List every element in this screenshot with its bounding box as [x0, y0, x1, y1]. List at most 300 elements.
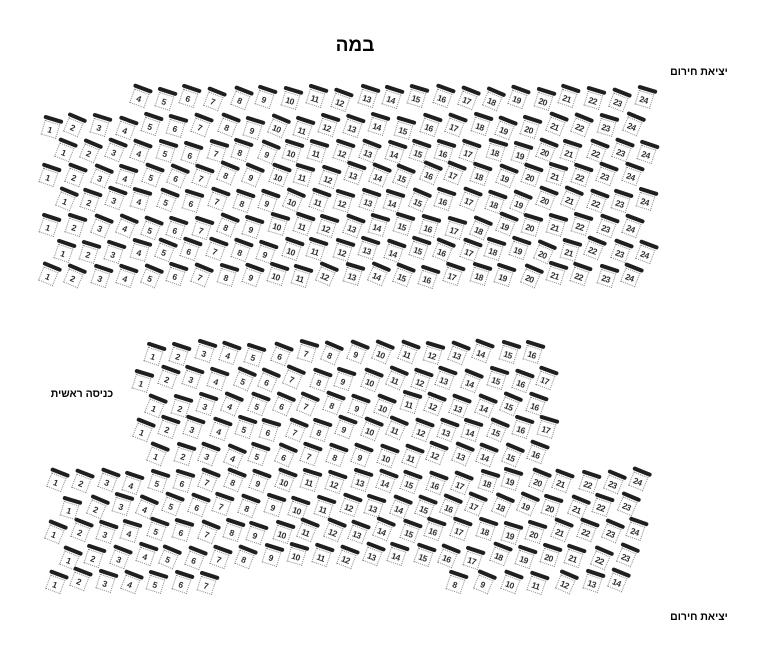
seat[interactable]: [202, 87, 226, 113]
seat[interactable]: [539, 494, 563, 520]
seat[interactable]: [474, 442, 498, 468]
seat[interactable]: [370, 339, 395, 365]
seat[interactable]: [398, 390, 422, 415]
seat[interactable]: [581, 569, 605, 595]
seat[interactable]: [380, 85, 404, 111]
seat[interactable]: [291, 115, 315, 141]
seat[interactable]: [115, 164, 139, 190]
seat[interactable]: [96, 468, 120, 494]
seat[interactable]: [308, 418, 332, 444]
seat[interactable]: [322, 517, 347, 543]
seat[interactable]: [273, 442, 298, 468]
seat[interactable]: [195, 570, 219, 595]
seat[interactable]: [575, 518, 599, 544]
seat[interactable]: [319, 340, 344, 366]
seat[interactable]: [392, 116, 415, 141]
seat[interactable]: [500, 467, 524, 492]
seat[interactable]: [558, 238, 581, 263]
seat[interactable]: [332, 367, 356, 393]
seat[interactable]: [388, 495, 413, 521]
seat[interactable]: [620, 161, 644, 187]
seat[interactable]: [108, 545, 132, 571]
seat[interactable]: [219, 391, 244, 417]
seat[interactable]: [443, 112, 467, 138]
seat[interactable]: [569, 162, 593, 188]
seat[interactable]: [88, 213, 113, 239]
seat[interactable]: [298, 468, 321, 493]
seat[interactable]: [418, 113, 442, 139]
seat[interactable]: [154, 187, 178, 213]
seat[interactable]: [550, 469, 574, 495]
seat[interactable]: [193, 339, 217, 365]
seat[interactable]: [342, 161, 366, 187]
seat[interactable]: [421, 341, 444, 366]
seat[interactable]: [229, 238, 253, 264]
seat[interactable]: [349, 468, 373, 494]
seat[interactable]: [449, 441, 474, 467]
seat[interactable]: [407, 236, 431, 262]
seat[interactable]: [590, 492, 614, 518]
seat[interactable]: [607, 87, 631, 113]
seat[interactable]: [556, 84, 580, 110]
seat[interactable]: [70, 468, 94, 494]
seat[interactable]: [271, 392, 296, 418]
seat[interactable]: [316, 214, 340, 240]
seat[interactable]: [432, 187, 456, 213]
seat[interactable]: [77, 239, 100, 264]
seat[interactable]: [157, 544, 182, 570]
seat[interactable]: [266, 261, 290, 287]
seat[interactable]: [62, 112, 87, 138]
seat[interactable]: [489, 493, 514, 519]
seat[interactable]: [279, 86, 302, 111]
seat[interactable]: [357, 187, 381, 213]
seat[interactable]: [620, 111, 645, 137]
seat[interactable]: [178, 84, 202, 110]
seat[interactable]: [281, 187, 306, 213]
seat[interactable]: [292, 162, 315, 187]
seat[interactable]: [619, 262, 643, 288]
seat[interactable]: [295, 518, 320, 544]
seat[interactable]: [94, 519, 118, 545]
seat[interactable]: [36, 261, 61, 287]
seat[interactable]: [358, 368, 382, 394]
seat[interactable]: [374, 469, 398, 495]
seat[interactable]: [38, 213, 62, 239]
seat[interactable]: [484, 138, 507, 163]
seat[interactable]: [584, 188, 608, 214]
seat[interactable]: [229, 138, 253, 164]
seat[interactable]: [329, 87, 353, 113]
seat[interactable]: [222, 443, 247, 469]
seat[interactable]: [291, 212, 315, 238]
seat[interactable]: [549, 518, 573, 544]
seat[interactable]: [374, 443, 398, 469]
seat[interactable]: [585, 139, 609, 165]
seat[interactable]: [145, 441, 170, 467]
seat[interactable]: [215, 160, 240, 186]
seat[interactable]: [371, 517, 396, 543]
seat[interactable]: [131, 369, 154, 394]
seat[interactable]: [361, 542, 385, 568]
seat[interactable]: [444, 570, 468, 596]
seat[interactable]: [144, 570, 167, 595]
seat[interactable]: [633, 84, 656, 109]
seat[interactable]: [635, 187, 659, 212]
seat[interactable]: [424, 440, 448, 466]
seat[interactable]: [366, 112, 389, 137]
seat[interactable]: [102, 240, 126, 266]
seat[interactable]: [367, 162, 392, 188]
seat[interactable]: [178, 237, 202, 263]
seat[interactable]: [410, 417, 434, 443]
seat[interactable]: [345, 339, 370, 365]
seat[interactable]: [312, 494, 336, 520]
seat[interactable]: [253, 85, 277, 111]
seat[interactable]: [559, 185, 584, 211]
seat[interactable]: [128, 84, 152, 110]
seat[interactable]: [280, 236, 304, 262]
seat[interactable]: [497, 391, 522, 417]
seat[interactable]: [435, 417, 459, 443]
seat[interactable]: [229, 85, 253, 111]
seat[interactable]: [582, 85, 605, 110]
seat[interactable]: [499, 570, 523, 596]
seat[interactable]: [456, 85, 480, 111]
seat[interactable]: [497, 339, 521, 364]
seat[interactable]: [84, 494, 109, 520]
seat[interactable]: [481, 86, 506, 112]
seat[interactable]: [472, 393, 497, 419]
seat[interactable]: [565, 494, 590, 520]
seat[interactable]: [443, 216, 466, 241]
seat[interactable]: [432, 139, 455, 164]
seat[interactable]: [152, 238, 177, 264]
seat[interactable]: [437, 493, 462, 519]
seat[interactable]: [362, 494, 386, 520]
seat[interactable]: [335, 545, 359, 571]
seat[interactable]: [463, 492, 488, 518]
seat[interactable]: [154, 139, 177, 164]
seat[interactable]: [269, 341, 293, 367]
seat[interactable]: [266, 212, 289, 237]
seat[interactable]: [196, 442, 220, 468]
seat[interactable]: [436, 543, 461, 569]
seat[interactable]: [577, 469, 601, 495]
seat[interactable]: [383, 140, 407, 166]
seat[interactable]: [610, 188, 634, 214]
seat[interactable]: [534, 366, 558, 392]
seat[interactable]: [243, 343, 267, 368]
seat[interactable]: [94, 569, 118, 595]
seat[interactable]: [485, 366, 509, 392]
seat[interactable]: [349, 442, 373, 468]
seat[interactable]: [610, 137, 634, 163]
seat[interactable]: [544, 162, 568, 187]
seat[interactable]: [392, 212, 416, 237]
seat[interactable]: [256, 189, 280, 215]
seat[interactable]: [298, 442, 322, 468]
seat[interactable]: [569, 212, 593, 237]
seat[interactable]: [188, 262, 213, 288]
seat[interactable]: [422, 517, 446, 543]
seat[interactable]: [172, 442, 196, 468]
seat[interactable]: [164, 163, 189, 189]
seat[interactable]: [594, 162, 618, 188]
seat[interactable]: [44, 570, 68, 596]
seat[interactable]: [164, 113, 187, 138]
seat[interactable]: [285, 542, 308, 567]
seat[interactable]: [524, 392, 548, 418]
seat[interactable]: [341, 261, 364, 286]
seat[interactable]: [295, 392, 320, 418]
seat[interactable]: [222, 468, 246, 494]
seat[interactable]: [63, 213, 87, 239]
seat[interactable]: [609, 238, 633, 264]
seat[interactable]: [562, 544, 586, 570]
seat[interactable]: [457, 139, 481, 165]
seat[interactable]: [595, 264, 619, 289]
seat[interactable]: [459, 418, 483, 444]
seat[interactable]: [331, 139, 355, 165]
seat[interactable]: [458, 237, 482, 263]
seat[interactable]: [233, 415, 257, 441]
seat[interactable]: [526, 467, 551, 493]
seat[interactable]: [468, 262, 491, 287]
seat[interactable]: [159, 492, 183, 518]
seat[interactable]: [140, 162, 164, 188]
seat[interactable]: [304, 84, 328, 110]
seat[interactable]: [534, 138, 558, 164]
seat[interactable]: [114, 264, 138, 290]
seat[interactable]: [316, 112, 340, 138]
seat[interactable]: [129, 238, 152, 263]
seat[interactable]: [518, 263, 543, 289]
seat[interactable]: [59, 495, 82, 520]
seat[interactable]: [266, 162, 290, 188]
seat[interactable]: [538, 543, 562, 569]
seat[interactable]: [217, 341, 241, 367]
seat[interactable]: [600, 518, 625, 544]
seat[interactable]: [256, 139, 281, 165]
seat[interactable]: [206, 186, 230, 212]
seat[interactable]: [472, 569, 497, 595]
seat[interactable]: [246, 441, 270, 467]
seat[interactable]: [525, 440, 549, 466]
seat[interactable]: [205, 366, 229, 392]
seat[interactable]: [568, 262, 592, 288]
seat[interactable]: [208, 417, 232, 443]
seat[interactable]: [119, 570, 143, 596]
seat[interactable]: [510, 368, 534, 394]
seat[interactable]: [37, 163, 61, 189]
seat[interactable]: [214, 212, 239, 238]
seat[interactable]: [418, 160, 443, 186]
seat[interactable]: [507, 189, 532, 215]
seat[interactable]: [499, 442, 524, 468]
seat[interactable]: [78, 138, 103, 164]
seat[interactable]: [346, 393, 370, 419]
seat[interactable]: [266, 113, 291, 139]
seat[interactable]: [62, 263, 87, 289]
seat[interactable]: [614, 543, 639, 569]
seat[interactable]: [68, 517, 92, 543]
seat[interactable]: [635, 139, 659, 165]
seat[interactable]: [545, 212, 568, 237]
seat[interactable]: [232, 366, 257, 392]
seat[interactable]: [488, 542, 512, 568]
seat[interactable]: [515, 492, 540, 518]
seat[interactable]: [210, 492, 234, 518]
seat[interactable]: [398, 469, 422, 495]
seat[interactable]: [53, 186, 78, 212]
seat[interactable]: [430, 237, 455, 263]
seat[interactable]: [240, 215, 264, 241]
seat[interactable]: [407, 187, 432, 213]
seat[interactable]: [524, 520, 548, 546]
seat[interactable]: [331, 188, 354, 213]
seat[interactable]: [43, 520, 68, 546]
seat[interactable]: [433, 366, 457, 392]
seat[interactable]: [533, 186, 557, 212]
seat[interactable]: [120, 471, 144, 497]
seat[interactable]: [221, 518, 245, 544]
seat[interactable]: [462, 545, 486, 571]
seat[interactable]: [507, 236, 531, 262]
seat[interactable]: [356, 236, 380, 262]
seat[interactable]: [155, 365, 179, 391]
seat[interactable]: [536, 415, 559, 440]
seat[interactable]: [52, 238, 76, 264]
seat[interactable]: [513, 545, 537, 571]
seat[interactable]: [331, 238, 355, 263]
seat[interactable]: [441, 262, 465, 288]
seat[interactable]: [314, 261, 339, 287]
seat[interactable]: [63, 163, 87, 189]
seat[interactable]: [357, 139, 381, 165]
seat[interactable]: [484, 417, 509, 443]
seat[interactable]: [470, 339, 494, 365]
seat[interactable]: [317, 164, 341, 190]
seat[interactable]: [45, 468, 69, 494]
seat[interactable]: [482, 236, 506, 262]
seat[interactable]: [416, 264, 440, 290]
seat[interactable]: [289, 264, 312, 289]
seat[interactable]: [262, 492, 286, 518]
seat[interactable]: [409, 368, 433, 394]
seat[interactable]: [338, 493, 362, 519]
seat[interactable]: [273, 468, 297, 494]
seat[interactable]: [119, 519, 142, 544]
seat[interactable]: [521, 340, 545, 365]
seat[interactable]: [442, 161, 466, 187]
seat[interactable]: [189, 113, 213, 139]
seat[interactable]: [255, 367, 280, 393]
seat[interactable]: [246, 391, 270, 417]
seat[interactable]: [196, 467, 220, 493]
seat[interactable]: [180, 189, 203, 214]
seat[interactable]: [431, 84, 455, 110]
seat[interactable]: [367, 213, 390, 238]
seat[interactable]: [405, 84, 428, 109]
seat[interactable]: [458, 368, 483, 394]
seat[interactable]: [82, 543, 106, 569]
seat[interactable]: [280, 139, 304, 164]
seat[interactable]: [110, 492, 133, 517]
seat[interactable]: [381, 189, 405, 214]
seat[interactable]: [476, 469, 500, 494]
seat[interactable]: [365, 261, 390, 287]
seat[interactable]: [53, 137, 78, 163]
seat[interactable]: [103, 137, 127, 163]
seat[interactable]: [493, 163, 517, 189]
seat[interactable]: [333, 415, 357, 441]
seat[interactable]: [260, 543, 283, 568]
seat[interactable]: [306, 188, 330, 214]
seat[interactable]: [356, 84, 380, 110]
seat[interactable]: [398, 519, 422, 545]
seat[interactable]: [183, 545, 207, 571]
seat[interactable]: [323, 443, 347, 469]
seat[interactable]: [494, 212, 518, 238]
seat[interactable]: [606, 567, 631, 593]
seat[interactable]: [129, 187, 152, 212]
seat[interactable]: [445, 341, 469, 367]
seat[interactable]: [422, 392, 446, 418]
seat[interactable]: [385, 542, 409, 568]
seat[interactable]: [510, 415, 534, 441]
seat[interactable]: [172, 469, 195, 494]
seat[interactable]: [194, 392, 218, 418]
seat[interactable]: [468, 162, 492, 188]
seat[interactable]: [616, 491, 641, 517]
seat[interactable]: [89, 113, 112, 138]
seat[interactable]: [588, 545, 613, 571]
seat[interactable]: [186, 493, 210, 519]
seat[interactable]: [396, 340, 420, 366]
seat[interactable]: [170, 518, 193, 543]
seat[interactable]: [215, 262, 238, 287]
seat[interactable]: [624, 517, 648, 543]
seat[interactable]: [310, 542, 334, 568]
seat[interactable]: [383, 416, 408, 442]
seat[interactable]: [168, 342, 192, 368]
seat[interactable]: [286, 495, 310, 521]
seat[interactable]: [544, 111, 568, 137]
seat[interactable]: [533, 86, 557, 111]
seat[interactable]: [412, 543, 436, 569]
seat[interactable]: [145, 517, 169, 543]
seat[interactable]: [400, 443, 424, 469]
seat[interactable]: [474, 517, 498, 543]
seat[interactable]: [281, 364, 306, 390]
seat[interactable]: [553, 569, 578, 595]
seat[interactable]: [506, 85, 530, 111]
seat[interactable]: [180, 365, 204, 391]
seat[interactable]: [254, 239, 278, 265]
seat[interactable]: [138, 264, 163, 290]
seat[interactable]: [247, 468, 271, 494]
seat[interactable]: [582, 235, 607, 261]
seat[interactable]: [525, 571, 549, 597]
seat[interactable]: [216, 113, 240, 139]
seat[interactable]: [391, 263, 415, 289]
seat[interactable]: [236, 493, 260, 519]
seat[interactable]: [448, 517, 472, 543]
seat[interactable]: [492, 262, 516, 288]
seat[interactable]: [382, 238, 406, 264]
seat[interactable]: [231, 189, 255, 215]
